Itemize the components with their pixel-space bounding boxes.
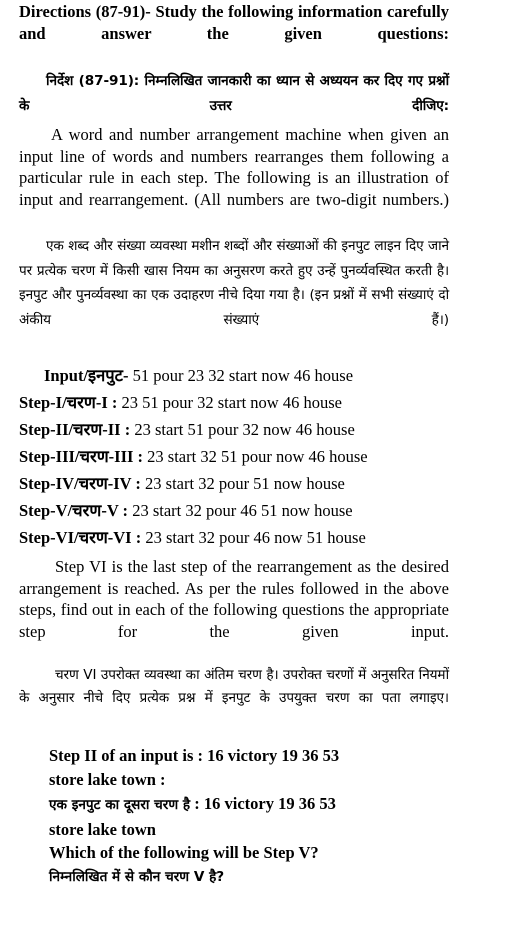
- step-4-value: 23 start 32 pour 51 now house: [140, 474, 345, 493]
- question-ask-english: Which of the following will be Step V?: [49, 843, 319, 862]
- question-given-hindi-suffix: : 16 victory 19 36 53: [190, 794, 336, 813]
- step-1-line: [19, 393, 342, 413]
- intro-hindi: एक शब्द और संख्या व्यवस्था मशीन शब्दों और संख्याओं की इनपुट लाइन दिए जाने पर प्रत्येक चरण में किसी खास नियम का अनुसरण करते हुए उन्हें पुनर्व्यवस्थित करती है। इनपुट और पुनर्व्यवस्था का एक उदाहरण नीचे दिया गया है। (इन प्रश्नों में सभी संख्याएं दो अंकीय संख्याएं हैं।): [19, 238, 449, 328]
- step-5-label: Step-V/चरण-V :: [19, 501, 129, 520]
- conclusion-english: Step VI is the last step of the rearrangement as the desired arrangement is reached. As per the rules followed in the above steps, find out in each of the following questions the appropriate step for the given input.: [19, 557, 449, 641]
- step-4-line: [19, 474, 345, 494]
- input-value: 51 pour 23 32 start now 46 house: [132, 366, 354, 385]
- question-ask-hindi: निम्नलिखित में से कौन चरण V है?: [49, 869, 225, 885]
- step-2-value: 23 start 51 pour 32 now 46 house: [130, 420, 355, 439]
- step-1-value: 23 51 pour 32 start now 46 house: [117, 393, 342, 412]
- question-given-hindi-line1: [49, 794, 449, 814]
- question-given-hindi-line2: store lake town: [49, 820, 156, 839]
- step-2-line: [19, 420, 355, 440]
- conclusion-hindi: चरण VI उपरोक्त व्यवस्था का अंतिम चरण है। उपरोक्त चरणों में अनुसरित नियमों के अनुसार नीचे दिए प्रत्येक प्रश्न में इनपुट के उपयुक्त चरण का पता लगाइए।: [19, 667, 449, 706]
- step-6-line: [19, 528, 366, 548]
- step-6-label: Step-VI/चरण-VI :: [19, 528, 142, 547]
- step-3-label: Step-III/चरण-III :: [19, 447, 144, 466]
- question-given-hindi-prefix: एक इनपुट का दूसरा चरण है: [49, 797, 191, 813]
- intro-english: A word and number arrangement machine when given an input line of words and numbers rearranges them following a particular rule in each step. The following is an illustration of input and rearrangement. (All numbers are two-digit numbers.): [19, 125, 449, 209]
- step-2-label: Step-II/चरण-II :: [19, 420, 131, 439]
- step-5-line: [19, 501, 353, 521]
- input-line: [44, 366, 353, 386]
- step-5-value: 23 start 32 pour 46 51 now house: [128, 501, 353, 520]
- step-4-label: Step-IV/चरण-IV :: [19, 474, 141, 493]
- directions-english: Directions (87-91)- Study the following information carefully and answer the given questions:: [19, 2, 449, 43]
- step-6-value: 23 start 32 pour 46 now 51 house: [141, 528, 366, 547]
- step-3-value: 23 start 32 51 pour now 46 house: [143, 447, 368, 466]
- question-given-english-line1: Step II of an input is : 16 victory 19 36 53: [49, 746, 340, 765]
- input-label: Input/इनपुट-: [44, 366, 133, 385]
- step-1-label: Step-I/चरण-I :: [19, 393, 118, 412]
- question-given-english-line2: store lake town :: [49, 770, 166, 789]
- step-3-line: [19, 447, 368, 467]
- directions-hindi: निर्देश (87-91): निम्नलिखित जानकारी का ध्यान से अध्ययन कर दिए गए प्रश्नों के उत्तर दीजिए:: [19, 73, 449, 114]
